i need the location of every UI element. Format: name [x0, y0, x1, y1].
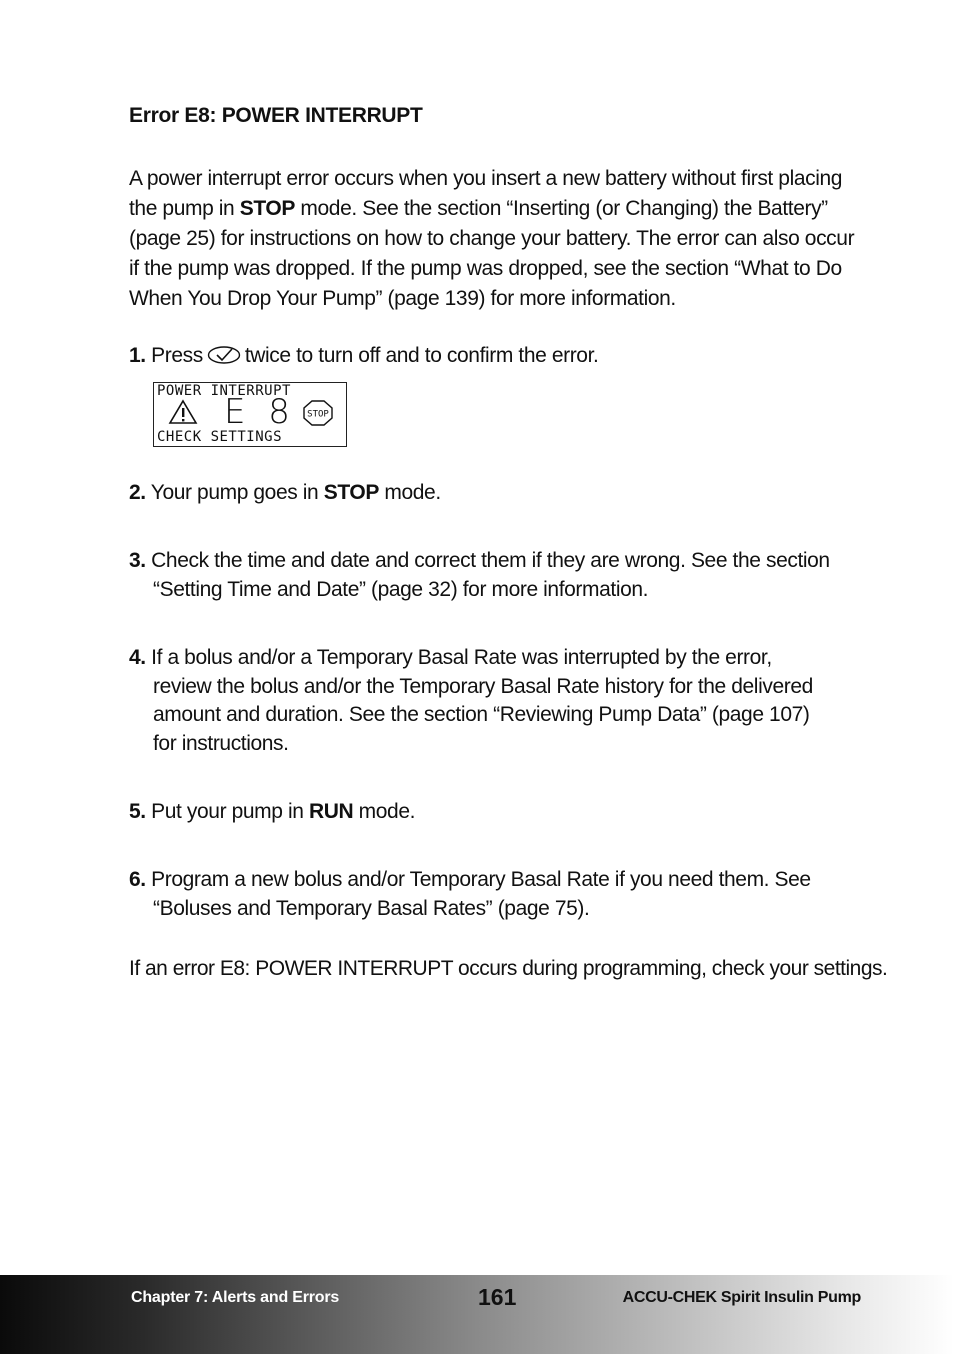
- step-text-post: twice to turn off and to confirm the error.: [244, 344, 599, 367]
- stop-sign-icon: [302, 399, 334, 431]
- step-text: If a bolus and/or a Temporary Basal Rate was interrupted by the error,: [145, 646, 772, 669]
- page-number: 161: [478, 1284, 517, 1310]
- step-4: [129, 644, 869, 758]
- lcd-title: POWER INTERRUPT: [157, 383, 291, 399]
- pump-lcd-screen: [153, 382, 347, 447]
- intro-text-1: A power interrupt error occurs when you insert a new battery without first placing the pump in: [129, 167, 843, 220]
- footer-chapter: Chapter 7: Alerts and Errors: [131, 1289, 340, 1306]
- lcd-status: CHECK SETTINGS: [157, 429, 283, 445]
- step-bold: STOP: [323, 481, 379, 504]
- step-text: Check the time and date and correct them if they are wrong. See the section: [145, 549, 830, 572]
- step-text-cont: review the bolus and/or the Temporary Basal Rate history for the delivered: [153, 674, 813, 698]
- stop-sign-label: STOP: [307, 409, 329, 420]
- step-text-cont: amount and duration. See the section “Reviewing Pump Data” (page 107): [153, 703, 810, 726]
- step-text: Program a new bolus and/or Temporary Basal Rate if you need them. See: [145, 868, 811, 891]
- step-number: 4.: [129, 646, 146, 669]
- lcd-error-code: E 8: [224, 392, 296, 432]
- intro-paragraph: [129, 164, 869, 314]
- footer-product: ACCU-CHEK Spirit Insulin Pump: [622, 1289, 861, 1306]
- step-number: 3.: [129, 549, 146, 572]
- page-footer: [0, 1275, 954, 1354]
- step-number: 2.: [129, 481, 146, 504]
- step-5: [129, 798, 869, 827]
- intro-bold-stop: STOP: [239, 197, 295, 220]
- section-heading: Error E8: POWER INTERRUPT: [129, 104, 423, 127]
- step-number: 5.: [129, 800, 146, 823]
- step-6: [129, 866, 869, 923]
- step-text-post: mode.: [353, 800, 416, 823]
- step-text-cont: for instructions.: [153, 731, 289, 755]
- intro-text-2: mode. See the section “Inserting (or Changing) the Battery” (page 25) for instructions on how to change your battery. The error can also occur if the pump was dropped. If the pump was dropped, see the section “What to Do When You Drop Your Pump” (page 139) for more information.: [129, 197, 855, 310]
- step-text: Put your pump in: [145, 800, 309, 823]
- step-3: [129, 547, 869, 604]
- step-2: [129, 479, 869, 508]
- step-text-cont: “Setting Time and Date” (page 32) for more information.: [153, 577, 649, 601]
- closing-note: If an error E8: POWER INTERRUPT occurs during programming, check your settings.: [129, 957, 888, 980]
- step-1: [129, 342, 869, 374]
- step-text: Your pump goes in: [145, 481, 324, 504]
- step-text-cont: “Boluses and Temporary Basal Rates” (page 75).: [153, 896, 590, 920]
- step-number: 1.: [129, 344, 146, 367]
- step-text: Press: [145, 344, 203, 367]
- check-button-icon: [207, 345, 241, 374]
- warning-triangle-icon: [168, 399, 198, 429]
- step-number: 6.: [129, 868, 146, 891]
- step-text-post: mode.: [378, 481, 441, 504]
- step-bold: RUN: [308, 800, 354, 823]
